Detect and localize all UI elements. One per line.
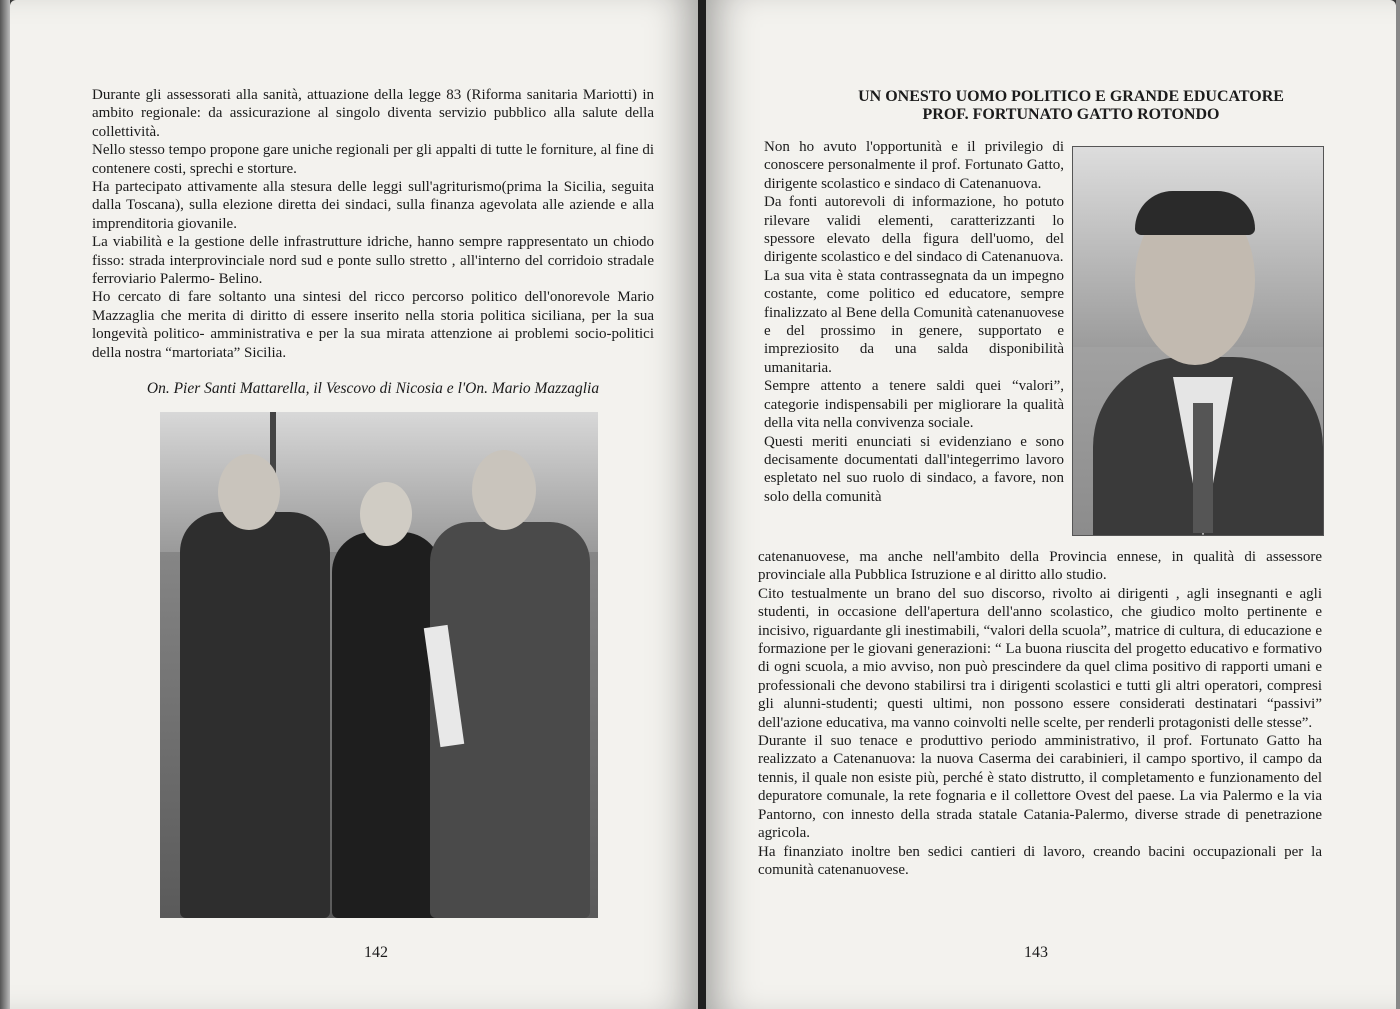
title-line-2: PROF. FORTUNATO GATTO ROTONDO	[922, 106, 1220, 123]
paragraph: La viabilità e la gestione delle infrastrutture idriche, hanno sempre rappresentato un chiodo fisso: strada interprovinciale nord sud e ponte sullo stretto , all'interno del corridoio stradale ferroviario Palermo- Belino.	[92, 234, 654, 288]
left-page-body	[92, 86, 654, 362]
page-number-left: 142	[364, 944, 388, 961]
paragraph: Durante il suo tenace e produttivo periodo amministrativo, il prof. Fortunato Gatto ha realizzato a Catenanuova: la nuova Caserma dei carabinieri, il campo sportivo, il campo da tennis, il quale non esiste più, perché è stato distrutto, il completamento e funzionamento del depuratore comunale, la rete fognaria e il collettore Ovest del paese. La via Palermo e la via Pantorno, con innesto della strada statale Catania-Palermo, diverse strade di penetrazione agricola.	[758, 733, 1322, 842]
left-page	[10, 0, 698, 1009]
paragraph: Sempre attento a tenere saldi quei “valori”, categorie indispensabili per migliorare la qualità della vita nella convivenza sociale.	[764, 378, 1064, 432]
page-number-right: 143	[1024, 944, 1048, 961]
book-gutter	[698, 0, 706, 1009]
right-page	[706, 0, 1396, 1009]
paragraph: Ho cercato di fare soltanto una sintesi del ricco percorso politico dell'onorevole Mario Mazzaglia che merita di diritto di essere inserito nella storia politica siciliana, per la sua longevità politico- amministrativa e per la sua mirata attenzione ai problemi socio-politici della nostra “martoriata” Sicilia.	[92, 289, 654, 361]
paragraph: catenanuovese, ma anche nell'ambito della Provincia ennese, in qualità di assessore provinciale alla Pubblica Istruzione e al diritto allo studio.	[758, 549, 1322, 584]
paragraph: Durante gli assessorati alla sanità, attuazione della legge 83 (Riforma sanitaria Mariotti) in ambito regionale: da assicurazione al singolo diventa servizio pubblico alla salute della collettività.	[92, 87, 654, 140]
paragraph: Non ho avuto l'opportunità e il privilegio di conoscere personalmente il prof. Fortunato Gatto, dirigente scolastico e sindaco di Catenanuova.	[764, 139, 1064, 192]
portrait-photo	[1072, 146, 1324, 536]
photo-caption: On. Pier Santi Mattarella, il Vescovo di Nicosia e l'On. Mario Mazzaglia	[146, 380, 600, 397]
paragraph: Nello stesso tempo propone gare uniche regionali per gli appalti di tutte le forniture, al fine di contenere costi, sprechi e storture.	[92, 142, 654, 177]
paragraph: Ha partecipato attivamente alla stesura delle leggi sull'agriturismo(prima la Sicilia, seguita dalla Toscana), sulla elezione diretta dei sindaci, sulla finanza agevolata alle aziende e alla imprenditoria giovanile.	[92, 179, 654, 232]
paragraph: Da fonti autorevoli di informazione, ho potuto rilevare validi elementi, caratterizzanti lo spessore elevato della figura dell'uomo, del dirigente scolastico e del sindaco di Catenanuova.	[764, 194, 1064, 266]
right-page-body-bottom	[758, 548, 1322, 879]
book-edge-left	[0, 0, 10, 1009]
portrait-hair	[1135, 191, 1255, 235]
figure-left-head	[218, 454, 280, 530]
figure-right-head	[472, 450, 536, 530]
figure-left-man	[180, 512, 330, 918]
figure-bishop	[332, 532, 442, 918]
paragraph: La sua vita è stata contrassegnata da un impegno costante, come politico ed educatore, sempre finalizzato al Bene della Comunità catenanuovese e del prossimo in genere, supportato e impreziosito da una salda disponibilità umanitaria.	[764, 267, 1064, 376]
right-page-body-top	[764, 138, 1064, 506]
paragraph: Questi meriti enunciati si evidenziano e sono decisamente documentati dall'integerrimo lavoro espletato nel suo ruolo di sindaco, a favore, non solo della comunità	[764, 433, 1064, 505]
article-title	[766, 88, 1376, 124]
portrait-tie	[1193, 403, 1213, 533]
paragraph: Ha finanziato inoltre ben sedici cantieri di lavoro, creando bacini occupazionali per la comunità catenanuovese.	[758, 843, 1322, 878]
paragraph: Cito testualmente un brano del suo discorso, rivolto ai dirigenti , agli insegnanti e agli studenti, in occasione dell'apertura dell'anno scolastico, che giudico molto pertinente e incisivo, riguardante gli inestimabili, “valori della scuola”, matrice di cultura, di educazione e formazione per le giovani generazioni: “ La buona riuscita del progetto educativo e formativo di ogni scuola, a mio avviso, non può prescindere da quel clima positivo di rapporti umani e professionali che devono stabilirsi tra i dirigenti scolastici e tutti gli altri operatori, compresi gli alunni-studenti; questi ultimi, non possono essere considerati destinatari “passivi” dell'azione educativa, ma vanno coinvolti nelle scelte, per renderli protagonisti delle stesse”.	[758, 585, 1322, 731]
title-line-1: UN ONESTO UOMO POLITICO E GRANDE EDUCATORE	[858, 88, 1284, 105]
book-edge-right	[1396, 0, 1400, 1009]
figure-bishop-head	[360, 482, 412, 546]
group-photo	[160, 412, 598, 918]
